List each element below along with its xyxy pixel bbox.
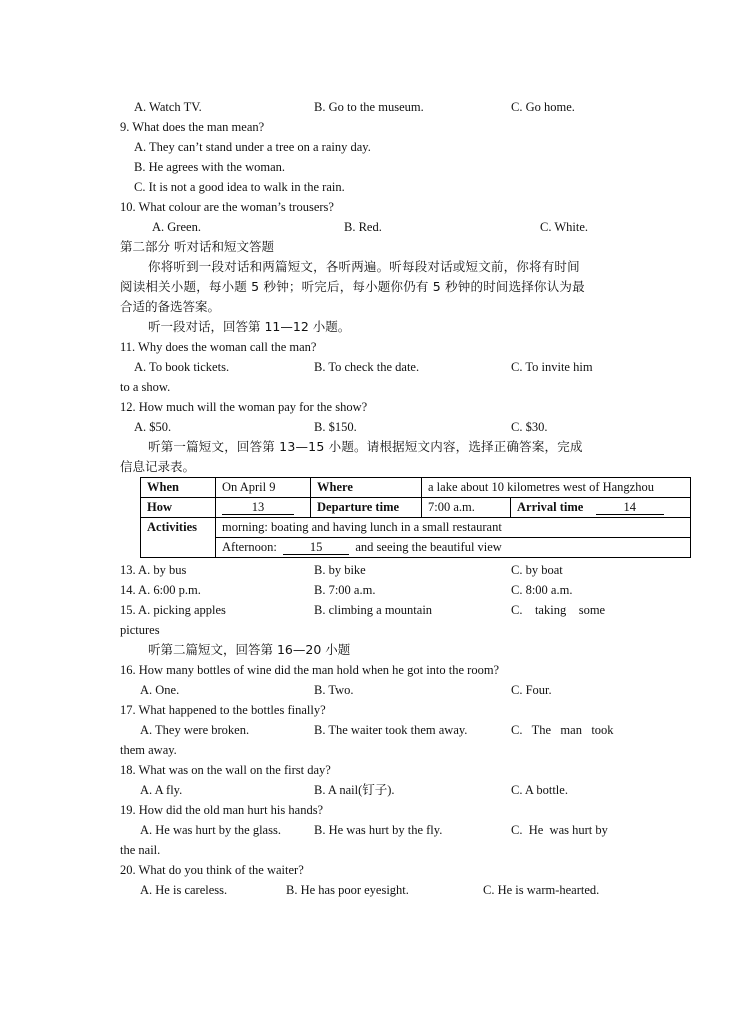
blank-14: 14 [596, 500, 664, 515]
q18-option-c: C. A bottle. [511, 783, 568, 797]
q10-option-c: C. White. [540, 220, 589, 234]
q9-option-a: A. They can’t stand under a tree on a rainy day. [134, 140, 371, 154]
q11-option-b: B. To check the date. [314, 360, 420, 374]
q14-option-c: C. 8:00 a.m. [511, 583, 573, 597]
blank-13: 13 [222, 500, 294, 515]
arrival-label: Arrival time [517, 500, 584, 514]
dialog-instruction: 听一段对话，回答第 11—12 小题。 [148, 319, 351, 334]
info-record-table [140, 477, 691, 558]
q14-option-b: B. 7:00 a.m. [314, 583, 376, 597]
q15-option-a: 15. A. picking apples [120, 603, 226, 617]
part2-instruction-line1: 你将听到一段对话和两篇短文，各听两遍。听每段对话或短文前，你将有时间 [148, 259, 580, 274]
q19-option-c-continued: the nail. [120, 843, 161, 857]
q15-option-b: B. climbing a mountain [314, 603, 433, 617]
q12-option-a: A. $50. [134, 420, 172, 434]
where-label: Where [311, 478, 422, 498]
q11-option-c: C. To invite him [511, 360, 593, 374]
where-value: a lake about 10 kilometres west of Hangzhou [422, 478, 691, 498]
q10-option-a: A. Green. [152, 220, 201, 234]
q19-stem: 19. How did the old man hurt his hands? [120, 803, 324, 817]
q17-option-b: B. The waiter took them away. [314, 723, 468, 737]
q8-option-a: A. Watch TV. [134, 100, 202, 114]
q15-option-c-continued: pictures [120, 623, 160, 637]
q12-option-b: B. $150. [314, 420, 357, 434]
q20-option-b: B. He has poor eyesight. [286, 883, 409, 897]
blank-15: 15 [283, 540, 349, 555]
q11-option-c-continued: to a show. [120, 380, 171, 394]
q20-option-c: C. He is warm-hearted. [483, 883, 600, 897]
q12-option-c: C. $30. [511, 420, 548, 434]
q12-stem: 12. How much will the woman pay for the show? [120, 400, 368, 414]
q18-stem: 18. What was on the wall on the first day? [120, 763, 331, 777]
q8-option-c: C. Go home. [511, 100, 575, 114]
q18-option-b: B. A nail(钉子). [314, 783, 395, 797]
q16-option-b: B. Two. [314, 683, 354, 697]
table-row [141, 518, 691, 538]
afternoon-activity: and seeing the beautiful view [355, 540, 502, 554]
passage1-instruction-line2: 信息记录表。 [120, 459, 196, 474]
how-label: How [141, 498, 216, 518]
q9-option-c: C. It is not a good idea to walk in the rain. [134, 180, 345, 194]
q9-stem: 9. What does the man mean? [120, 120, 265, 134]
q19-option-b: B. He was hurt by the fly. [314, 823, 443, 837]
q8-option-b: B. Go to the museum. [314, 100, 424, 114]
afternoon-activity-cell [216, 538, 691, 558]
q20-stem: 20. What do you think of the waiter? [120, 863, 304, 877]
q19-option-a: A. He was hurt by the glass. [140, 823, 281, 837]
table-row [141, 538, 691, 558]
q13-option-a: 13. A. by bus [120, 563, 187, 577]
q14-option-a: 14. A. 6:00 p.m. [120, 583, 201, 597]
q16-stem: 16. How many bottles of wine did the man hold when he got into the room? [120, 663, 500, 677]
q11-option-a: A. To book tickets. [134, 360, 230, 374]
q13-option-b: B. by bike [314, 563, 366, 577]
q17-option-c-continued: them away. [120, 743, 177, 757]
departure-value: 7:00 a.m. [422, 498, 511, 518]
passage1-instruction-line1: 听第一篇短文，回答第 13—15 小题。请根据短文内容，选择正确答案，完成 [148, 439, 583, 454]
how-blank-cell [216, 498, 311, 518]
q13-option-c: C. by boat [511, 563, 563, 577]
q18-option-a: A. A fly. [140, 783, 183, 797]
q20-option-a: A. He is careless. [140, 883, 228, 897]
part2-title: 第二部分 听对话和短文答题 [120, 239, 274, 254]
departure-label: Departure time [311, 498, 422, 518]
q16-option-c: C. Four. [511, 683, 552, 697]
q17-stem: 17. What happened to the bottles finally? [120, 703, 326, 717]
when-value: On April 9 [216, 478, 311, 498]
part2-instruction-line3: 合适的备选答案。 [120, 299, 221, 314]
q10-stem: 10. What colour are the woman’s trousers? [120, 200, 334, 214]
q15-option-c: C. taking some [511, 603, 606, 617]
table-row [141, 478, 691, 498]
when-label: When [141, 478, 216, 498]
q9-option-b: B. He agrees with the woman. [134, 160, 286, 174]
q11-stem: 11. Why does the woman call the man? [120, 340, 317, 354]
arrival-cell [511, 498, 691, 518]
q16-option-a: A. One. [140, 683, 180, 697]
q17-option-c: C. The man took [511, 723, 614, 737]
q10-option-b: B. Red. [344, 220, 382, 234]
q17-option-a: A. They were broken. [140, 723, 250, 737]
afternoon-label: Afternoon: [222, 540, 277, 554]
morning-activity: morning: boating and having lunch in a small restaurant [216, 518, 691, 538]
table-row [141, 498, 691, 518]
part2-instruction-line2: 阅读相关小题，每小题 5 秒钟；听完后，每小题你仍有 5 秒钟的时间选择你认为最 [120, 279, 585, 294]
q19-option-c: C. He was hurt by [511, 823, 608, 837]
passage2-instruction: 听第二篇短文，回答第 16—20 小题 [148, 642, 351, 657]
activities-label: Activities [141, 518, 216, 558]
